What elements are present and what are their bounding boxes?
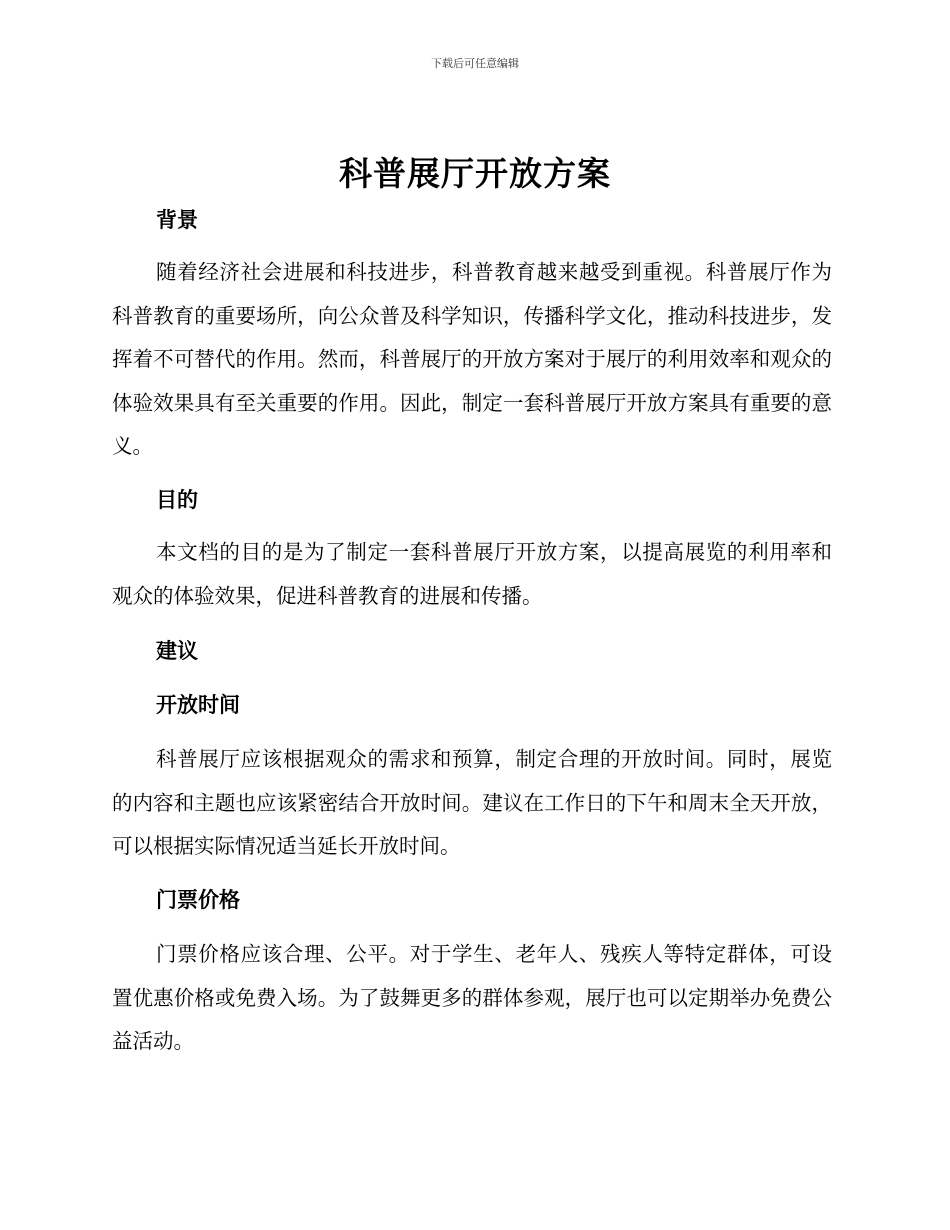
- document-title: 科普展厅开放方案: [339, 154, 611, 193]
- heading-purpose: 目的: [156, 488, 198, 512]
- paragraph-background: 随着经济社会进展和科技进步，科普教育越来越受到重视。科普展厅作为科普教育的重要场所，向公众普及科学知识，传播科学文化，推动科技进步，发挥着不可替代的作用。然而，科普展厅的开放方案对于展厅的利用效率和观众的体验效果具有至关重要的作用。因此，制定一套科普展厅开放方案具有重要的意义。: [112, 260, 832, 458]
- heading-suggestions: 建议: [156, 639, 198, 663]
- heading-ticket-price: 门票价格: [156, 888, 240, 912]
- heading-background: 背景: [156, 208, 198, 232]
- paragraph-ticket-price: 门票价格应该合理、公平。对于学生、老年人、残疾人等特定群体，可设置优惠价格或免费入场。为了鼓舞更多的群体参观，展厅也可以定期举办免费公益活动。: [112, 942, 832, 1053]
- heading-opening-hours: 开放时间: [156, 693, 240, 717]
- paragraph-opening-hours: 科普展厅应该根据观众的需求和预算，制定合理的开放时间。同时，展览的内容和主题也应该紧密结合开放时间。建议在工作日的下午和周末全天开放，可以根据实际情况适当延长开放时间。: [112, 747, 832, 858]
- paragraph-purpose: 本文档的目的是为了制定一套科普展厅开放方案，以提高展览的利用率和观众的体验效果，促进科普教育的进展和传播。: [112, 540, 832, 608]
- header-note: 下载后可任意编辑: [431, 57, 519, 70]
